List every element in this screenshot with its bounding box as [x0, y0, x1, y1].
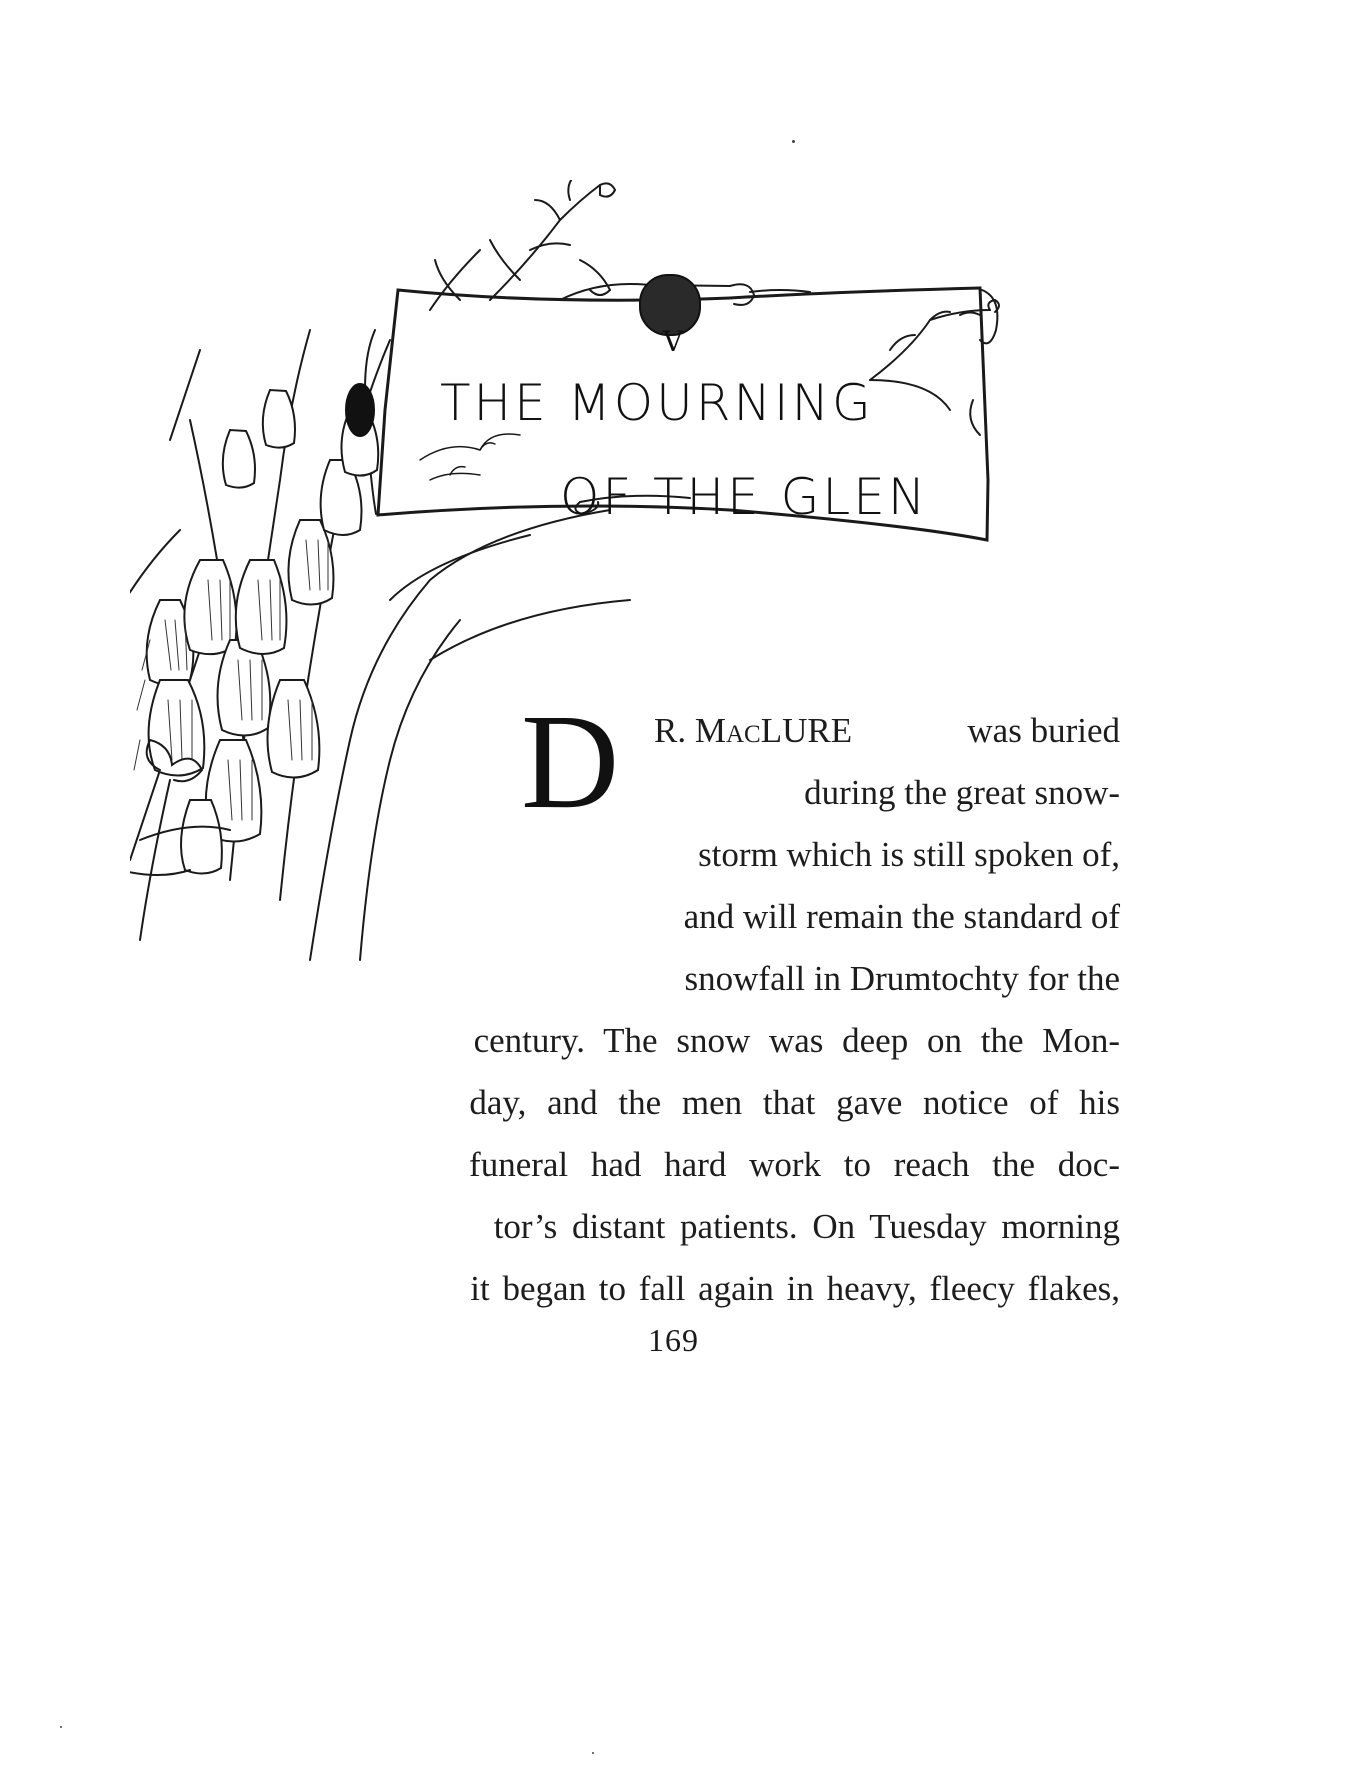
text-line-9-content: tor’s distant patients. On Tuesday morning	[493, 1207, 1120, 1246]
text-line-9	[272, 1196, 1120, 1258]
body-text	[272, 700, 1120, 1320]
text-line-4	[526, 886, 1120, 948]
chapter-title	[440, 374, 960, 526]
text-line-7-content: day, and the men that gave notice of his	[469, 1083, 1120, 1122]
chapter-title-line-1: THE MOURNING	[440, 374, 874, 432]
text-line-3-content: storm which is still spoken of,	[698, 835, 1120, 874]
paper-speck	[792, 140, 795, 143]
text-line-8	[272, 1134, 1120, 1196]
text-line-1	[654, 700, 1120, 762]
text-line-3	[526, 824, 1120, 886]
chapter-numeral: V	[662, 325, 684, 358]
page-number: 169	[648, 1322, 699, 1358]
text-line-6	[272, 1010, 1120, 1072]
chapter-title-line-2: OF THE GLEN	[560, 468, 929, 526]
text-line-1-start: R.	[654, 711, 687, 750]
text-line-6-content: century. The snow was deep on the Mon-	[473, 1021, 1120, 1060]
ink-blot-icon	[346, 384, 374, 436]
text-line-5-content: snowfall in Drumtochty for the	[684, 959, 1120, 998]
text-line-2	[652, 762, 1120, 824]
text-line-8-content: funeral had hard work to reach the doc-	[469, 1145, 1120, 1184]
text-line-1-end: was buried	[967, 711, 1120, 750]
name-maclure: MacLURE	[694, 711, 853, 750]
drop-cap: D	[521, 687, 620, 837]
text-line-10-content: it began to fall again in heavy, fleecy flakes,	[470, 1269, 1120, 1308]
text-line-2-content: during the great snow-	[804, 773, 1120, 812]
paper-speck	[592, 1752, 594, 1754]
text-line-10	[272, 1258, 1120, 1320]
paper-speck	[60, 1726, 62, 1728]
text-line-7	[272, 1072, 1120, 1134]
text-line-4-content: and will remain the standard of	[683, 897, 1120, 936]
text-line-5	[526, 948, 1120, 1010]
